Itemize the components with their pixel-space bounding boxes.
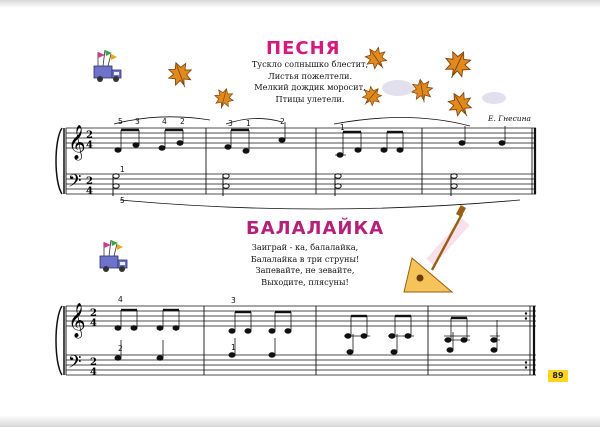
fingering: 2 xyxy=(280,117,285,126)
lyric-line: Птицы улетели. xyxy=(275,93,345,104)
bass-clef: 𝄢 xyxy=(68,352,82,376)
lyric-line: Балалайка в три струны! xyxy=(250,253,360,264)
staff-system-song2 xyxy=(56,295,536,378)
svg-text:4: 4 xyxy=(86,186,93,197)
autumn-leaf-icon xyxy=(165,59,196,92)
fingering: 3 xyxy=(135,117,140,126)
treble-clef: 𝄞 xyxy=(68,303,86,338)
svg-text:4: 4 xyxy=(86,140,93,151)
svg-text:2: 2 xyxy=(90,308,97,319)
lyric-line: Мелкий дождик моросит, xyxy=(254,82,366,93)
lyric-line: Выходите, плясуны! xyxy=(261,276,349,287)
fingering: 4 xyxy=(162,117,167,126)
staff-system-song1 xyxy=(56,117,536,209)
time-signature-top: 2 xyxy=(86,130,93,141)
fingering: 5 xyxy=(118,117,123,126)
fingering: 4 xyxy=(118,295,123,304)
treble-clef: 𝄞 xyxy=(68,125,86,160)
truck-with-flags-icon xyxy=(100,240,127,272)
svg-text:2: 2 xyxy=(86,176,93,187)
autumn-leaf-icon xyxy=(440,46,476,83)
fingering: 5 xyxy=(120,196,125,205)
svg-text:2: 2 xyxy=(90,357,97,368)
notes-measure-3 xyxy=(335,132,403,157)
song-lyrics xyxy=(225,242,385,288)
fingering: 3 xyxy=(228,119,233,128)
fingering: 2 xyxy=(180,117,185,126)
autumn-leaf-icon xyxy=(444,88,478,123)
fingering: 1 xyxy=(246,119,251,128)
lyric-line: Тускло солнышко блестит, xyxy=(251,59,369,69)
fingering: 1 xyxy=(340,123,345,132)
fingering: 1 xyxy=(120,165,125,174)
fingering: 2 xyxy=(118,344,123,353)
lyric-line: Листья пожелтели. xyxy=(267,70,353,81)
bass-chords xyxy=(113,174,457,196)
autumn-leaf-icon xyxy=(409,77,434,104)
song-title: БАЛАЛАЙКА xyxy=(246,218,385,239)
fingering: 3 xyxy=(231,296,236,305)
fingering: 1 xyxy=(231,343,236,352)
svg-text:4: 4 xyxy=(90,367,97,378)
notes-measure-4 xyxy=(459,126,505,145)
balalaika-icon xyxy=(404,205,466,292)
song-title: ПЕСНЯ xyxy=(266,38,341,59)
lyric-line: Запевайте, не зевайте, xyxy=(255,265,355,276)
lyric-line: Заиграй - ка, балалайка, xyxy=(251,242,359,252)
svg-text:4: 4 xyxy=(90,318,97,329)
bass-clef: 𝄢 xyxy=(68,171,82,195)
truck-with-flags-icon xyxy=(94,50,121,82)
notes-measure-2 xyxy=(225,122,285,153)
composer-name: Е. Гнесина xyxy=(488,114,532,123)
song-lyrics xyxy=(230,59,390,105)
page-number: 89 xyxy=(548,370,568,382)
